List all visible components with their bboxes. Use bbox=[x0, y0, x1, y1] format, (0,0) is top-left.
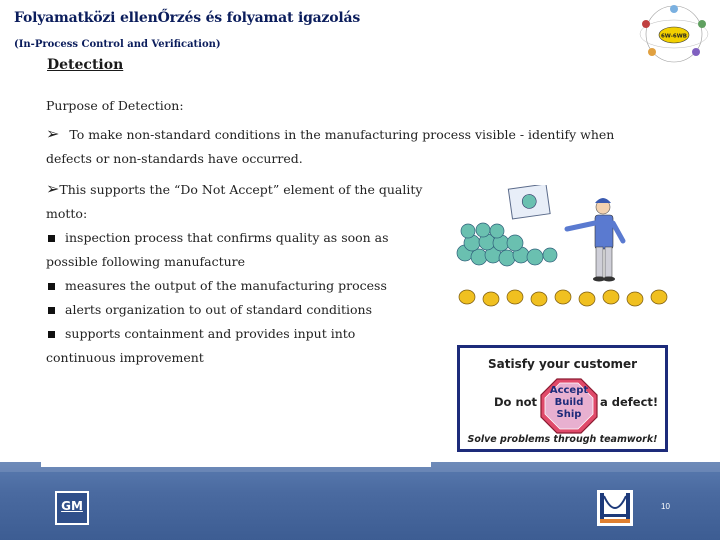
arrow-bullet-icon: ➢ bbox=[46, 179, 60, 198]
octagon-line-accept: Accept bbox=[549, 385, 589, 396]
arrow-item-1 bbox=[46, 122, 646, 171]
quality-logo bbox=[634, 2, 714, 66]
arrow-item-text: To make non-standard conditions in the manufacturing process visible - identify when defects or non-standards have occurred. bbox=[46, 127, 615, 166]
gm-logo-text: GM bbox=[61, 499, 83, 513]
arrow-bullet-icon: ➢ bbox=[46, 124, 60, 143]
octagon-text bbox=[540, 385, 598, 421]
list-item: alerts organization to out of standard conditions bbox=[46, 298, 421, 322]
octagon-line-build: Build bbox=[554, 397, 584, 408]
motto-top-text: Satisfy your customer bbox=[488, 357, 637, 371]
list-item: supports containment and provides input into continuous improvement bbox=[46, 326, 356, 365]
square-bullet-icon bbox=[48, 331, 55, 338]
quality-motto-box bbox=[457, 345, 668, 452]
octagon-line-ship: Ship bbox=[556, 409, 582, 420]
motto-a-defect-text: a defect! bbox=[600, 395, 659, 409]
gm-logo bbox=[55, 491, 89, 525]
arrow-item-text: This supports the “Do Not Accept” element of the quality motto: bbox=[46, 182, 423, 221]
arrow-item-2 bbox=[46, 177, 426, 226]
list-item: inspection process that confirms quality as soon as possible following manufacture bbox=[46, 230, 389, 269]
purpose-label: Purpose of Detection: bbox=[46, 98, 184, 113]
slide-title: Folyamatközi ellenŐrzés és folyamat igazolás bbox=[14, 10, 361, 26]
section-heading: Detection bbox=[47, 57, 124, 73]
motto-bottom-text: Solve problems through teamwork! bbox=[467, 434, 658, 445]
page-number: 10 bbox=[661, 502, 670, 511]
motto-do-not-text: Do not bbox=[494, 395, 538, 409]
content-panel-edge bbox=[41, 455, 431, 467]
logo-center-text: 6W-6WB bbox=[660, 33, 688, 40]
square-bullet-icon bbox=[48, 283, 55, 290]
square-bullet-icon bbox=[48, 235, 55, 242]
square-bullet-icon bbox=[48, 307, 55, 314]
bridge-logo bbox=[597, 490, 633, 526]
inspector-clipart bbox=[455, 185, 680, 325]
list-item: measures the output of the manufacturing process bbox=[46, 274, 421, 298]
slide-subtitle: (In-Process Control and Verification) bbox=[14, 39, 221, 50]
